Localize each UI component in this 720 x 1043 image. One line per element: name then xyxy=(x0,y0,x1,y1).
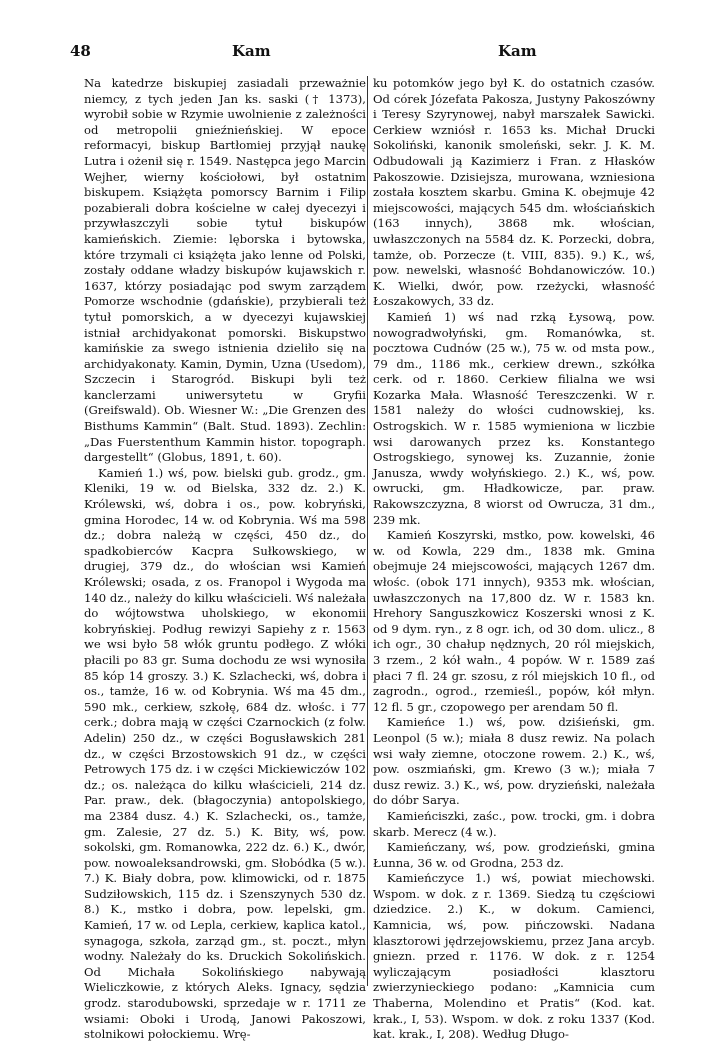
entry-paragraph: Na katedrze biskupiej zasiadali przeważnie niemcy, z tych jeden Jan ks. saski († 1373), wyrobił sobie w Rzymie uwolnienie z zależności od metropolii gnieźnieńskiej. W epoce reformacyi, biskup Bartłomiej przyjął naukę Lutra i ożenił się r. 1549. Następca jego Marcin Wejher, wierny kościołowi, był ostatnim biskupem. Książęta pomorscy Barnim i Filip pozabierali dobra kościelne w całej dyecezyi i przywłaszczyli sobie tytuł biskupów kamieńskich. Ziemie: lęborska i bytowska, które trzymali ci książęta jako lenne od Polski, zostały oddane władzy biskupów kujawskich r. 1637, którzy posiadając pod swym zarządem Pomorze wschodnie (gdańskie), przybierali też tytuł pomorskich, a w dyecezyi kujawskiej istniał archidyakonat pomorski. Biskupstwo kamińskie za swego istnienia dzieliło się na archidyakonaty. Kamin, Dymin, Uzna (Usedom), Szczecin i Starogród. Biskupi byli też kanclerzami uniwersytetu w Gryfii (Greifswald). Ob. Wiesner W.: „Die Grenzen des Bisthums Kammin“ (Balt. Stud. 1893). Zechlin: „Das Fuerstenthum Kammin histor. topograph. dargestellt“ (Globus, 1891, t. 60). xyxy=(84,76,366,465)
right-column xyxy=(373,76,655,1043)
running-head-left: Kam xyxy=(232,42,271,60)
left-column xyxy=(84,76,366,1043)
entry-paragraph: ku potomków jego był K. do ostatnich czasów. Od córek Józefata Pakosza, Justyny Pakoszówny i Teresy Szyrynowej, nabył marszałek Sawicki. Cerkiew wzniósł r. 1653 ks. Michał Drucki Sokoliński, kanonik smoleński, sekr. J. K. M. Odbudowali ją Kazimierz i Fran. z Hłasków Pakoszowie. Dzisiejsza, murowana, wzniesiona została kosztem skarbu. Gmina K. obejmuje 42 miejscowości, mających 545 dm. włościańskich (163 innych), 3868 mk. włościan, uwłaszczonych na 5584 dz. K. Porzecki, dobra, tamże, ob. Porzecze (t. VIII, 835). 9.) K., wś, pow. newelski, własność Bohdanowiczów. 10.) K. Wielki, dwór, pow. rzeżycki, własność Łoszakowych, 33 dz. xyxy=(373,76,655,309)
entry-paragraph: Kamieńciszki, zaśc., pow. trocki, gm. i dobra skarb. Merecz (4 w.). xyxy=(373,808,655,839)
running-head-right: Kam xyxy=(498,42,537,60)
entry-paragraph: Kamień 1) wś nad rzką Łysową, pow. nowogradwołyński, gm. Romanówka, st. pocztowa Cudnów (25 w.), 75 w. od msta pow., 79 dm., 1186 mk., cerkiew drewn., szkółka cerk. od r. 1860. Cerkiew filialna we wsi Kozarka Mała. Własność Tereszczenki. W r. 1581 należy do włości cudnowskiej, ks. Ostrogskich. W r. 1585 wymieniona w liczbie wsi darowanych przez ks. Konstantego Ostrogskiego, synowej ks. Zuzannie, żonie Janusza, wwdy wołyńskiego. 2.) K., wś, pow. owrucki, gm. Hładkowicze, par. praw. Rakowszczyzna, 8 wiorst od Owrucza, 31 dm., 239 mk. xyxy=(373,309,655,527)
column-divider xyxy=(367,76,368,986)
entry-paragraph: Kamieńczyce 1.) wś, powiat miechowski. Wspom. w dok. z r. 1369. Siedzą tu częściowi dziedzice. 2.) K., w dokum. Camienci, Kamnicia, wś, pow. pińczowski. Nadana klasztorowi jędrzejowskiemu, przez Jana arcyb. gniezn. przed r. 1176. W dok. z r. 1254 wyliczającym posiadłości klasztoru zwierzynieckiego podano: „Kamnicia cum Thaberna, Molendino et Pratis“ (Kod. kat. krak., I, 53). Wspom. w dok. z roku 1337 (Kod. kat. krak., I, 208). Według Długo- xyxy=(373,871,655,1042)
entry-paragraph: Kamieńczany, wś, pow. grodzieński, gmina Łunna, 36 w. od Grodna, 253 dz. xyxy=(373,840,655,870)
entry-paragraph: Kamieńce 1.) wś, pow. dziśieński, gm. Leonpol (5 w.); miała 8 dusz rewiz. Na polach wsi wały ziemne, otoczone rowem. 2.) K., wś, pow. oszmiański, gm. Krewo (3 w.); miała 7 dusz rewiz. 3.) K., wś, pow. dryzieński, należała do dóbr Sarya. xyxy=(373,715,655,808)
entry-paragraph: Kamień 1.) wś, pow. bielski gub. grodz., gm. Kleniki, 19 w. od Bielska, 332 dz. 2.) K. Królewski, wś, dobra i os., pow. kobryński, gmina Horodec, 14 w. od Kobrynia. Wś ma 598 dz.; dobra należą w części, 450 dz., do spadkobierców Kacpra Sułkowskiego, w drugiej, 379 dz., do włościan wsi Kamień Królewski; osada, z os. Franopol i Wygoda ma 140 dz., należy do kilku właścicieli. Wś należała do wójtowstwa uholskiego, w ekonomii kobryńskiej. Podług rewizyi Sapiehy z r. 1563 we wsi było 58 włók gruntu podłego. Z włóki płacili po 83 gr. Suma dochodu ze wsi wynosiła 85 kóp 14 groszy. 3.) K. Szlachecki, wś, dobra i os., tamże, 16 w. od Kobrynia. Wś ma 45 dm., 590 mk., cerkiew, szkołę, 684 dz. włośc. i 77 cerk.; dobra mają w części Czarnockich (z folw. Adelin) 250 dz., w części Bogusławskich 281 dz., w części Brzostowskich 91 dz., w części Petrowych 175 dz. i w części Mickiewiczów 102 dz.; os. należąca do kilku właścicieli, 214 dz. Par. praw., dek. (błagoczynia) antopolskiego, ma 2384 dusz. 4.) K. Szlachecki, os., tamże, gm. Zalesie, 27 dz. 5.) K. Bity, wś, pow. sokolski, gm. Romanowka, 222 dz. 6.) K., dwór, pow. nowoaleksandrowski, gm. Słobódka (5 w.). 7.) K. Biały dobra, pow. klimowicki, od r. 1875 Sudziłowskich, 115 dz. i Szenszynych 530 dz. 8.) K., mstko i dobra, pow. lepelski, gm. Kamień, 17 w. od Lepla, cerkiew, kaplica katol., synagoga, szkoła, zarząd gm., st. poczt., młyn wodny. Należały do ks. Druckich Sokolińskich. Od Michała Sokolińskiego nabywają Wieliczkowie, z których Aleks. Ignacy, sędzia grodz. starodubowski, sprzedaje w r. 1711 ze wsiami: Oboki i Urodą, Janowi Pakoszowi, stolnikowi połockiemu. Wrę- xyxy=(84,465,366,1042)
entry-paragraph: Kamień Koszyrski, mstko, pow. kowelski, 46 w. od Kowla, 229 dm., 1838 mk. Gmina obejmuje 24 miejscowości, mających 1267 dm. włośc. (obok 171 innych), 9353 mk. włościan, uwłaszczonych na 17,800 dz. W r. 1583 kn. Hrehory Sanguszkowicz Koszerski wnosi z K. od 9 dym. ryn., z 8 ogr. ich, od 30 dom. ulicz., 8 ich ogr., 30 chałup nędznych, 20 ról miejskich, 3 rzem., 2 kół wałn., 4 popów. W r. 1589 zaś płaci 7 fl. 24 gr. szosu, z ról miejskich 10 fl., od zagrodn., ogrod., rzemieśl., popów, kół młyn. 12 fl. 5 gr., czopowego per arendam 50 fl. xyxy=(373,528,655,714)
page-number: 48 xyxy=(70,42,91,60)
